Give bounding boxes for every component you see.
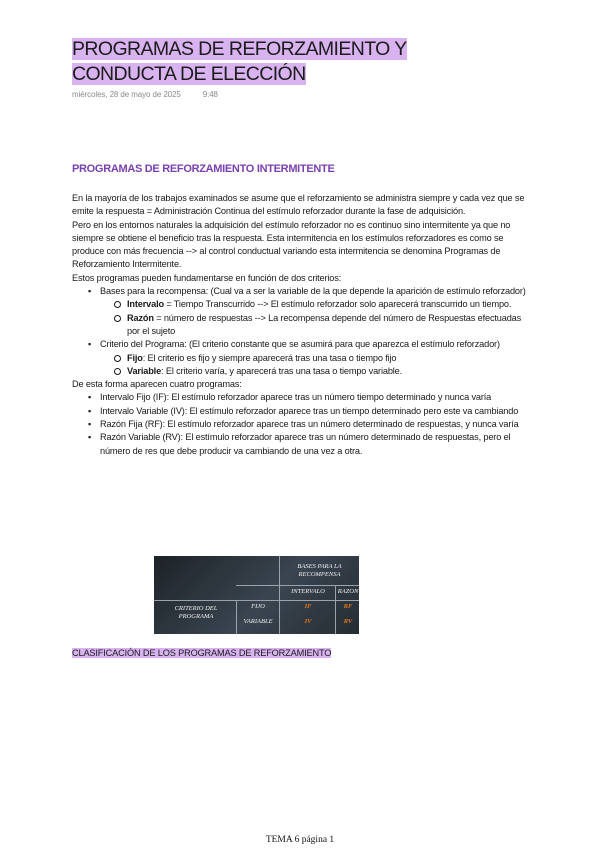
time-text: 9:48 xyxy=(202,90,218,99)
table-row-variable: VARIABLE xyxy=(243,618,273,625)
list-item: ▪ Criterio del Programa: (El criterio constante que se asumirá para que aparezca el estímulo reforzador) xyxy=(72,338,532,351)
list-item: ▪ Razón Variable (RV): El estímulo reforzador aparece tras un número determinado de respuestas, pero el número de res que debe producir va cambiando de una vez a otra. xyxy=(72,431,532,458)
programs-list xyxy=(72,391,532,457)
table-col-intervalo: INTERVALO xyxy=(291,588,325,595)
page-footer: TEMA 6 página 1 xyxy=(265,835,335,845)
date-text: miércoles, 28 de mayo de 2025 xyxy=(72,90,181,99)
table-row-fijo: FIJO xyxy=(251,603,265,610)
section-body xyxy=(72,192,532,458)
table-row-header: CRITERIO DEL PROGRAMA xyxy=(174,605,218,620)
list-item: ▪ Razón Fija (RF): El estímulo reforzador aparece tras un número determinado de respuestas, y nunca varía xyxy=(72,418,532,431)
sub-list-item: Razón = número de respuestas --> La recompensa depende del número de Respuestas efectuadas por el sujeto xyxy=(72,312,532,339)
table-cell-if: IF xyxy=(304,603,312,610)
paragraph: En la mayoría de los trabajos examinados se asume que el reforzamiento se administra siempre y cada vez que se emite la respuesta = Administración Continua del estímulo reforzador durante la fase de adquisición. xyxy=(72,193,525,217)
list-item: ▪ Intervalo Fijo (IF): El estímulo reforzador aparece tras un número tiempo determinado y nunca varía xyxy=(72,391,532,404)
page-title: PROGRAMAS DE REFORZAMIENTO Y CONDUCTA DE ELECCIÓN xyxy=(72,38,407,85)
table-col-razon: RAZON xyxy=(337,588,359,595)
table-cell-iv: IV xyxy=(304,618,312,625)
page-meta xyxy=(72,90,218,99)
paragraph: Pero en los entornos naturales la adquisición del estímulo reforzador no es continuo sino intermitente ya que no siempre se obtiene el beneficio tras la respuesta. Esta intermitencia en los estímulos reforzadores es como se produce con más frecuencia --> al control conductual variando esta intermitencia se denomina Programas de Reforzamiento Intermitente. xyxy=(72,219,511,270)
sub-list-item: Fijo: El criterio es fijo y siempre aparecerá tras una tasa o tiempo fijo xyxy=(72,352,532,365)
sub-list-item: Intervalo = Tiempo Transcurrido --> El estímulo reforzador solo aparecerá transcurrido un tiempo. xyxy=(72,298,532,311)
list-item: ▪ Bases para la recompensa: (Cual va a ser la variable de la que depende la aparición de estímulo reforzador) xyxy=(72,285,532,298)
section-heading-intermitente: PROGRAMAS DE REFORZAMIENTO INTERMITENTE xyxy=(72,163,335,175)
section-heading-clasificacion: CLASIFICACIÓN DE LOS PROGRAMAS DE REFORZAMIENTO xyxy=(72,648,332,658)
programs-table-image xyxy=(154,556,359,634)
paragraph: De esta forma aparecen cuatro programas: xyxy=(72,379,242,390)
sub-list-item: Variable: El criterio varía, y aparecerá tras una tasa o tiempo variable. xyxy=(72,365,532,378)
criteria-list xyxy=(72,285,532,378)
table-header-bases: BASES PARA LA RECOMPENSA xyxy=(297,563,342,578)
table-cell-rf: RF xyxy=(343,603,353,610)
list-item: ▪ Intervalo Variable (IV): El estímulo reforzador aparece tras un tiempo determinado pero este va cambiando xyxy=(72,405,532,418)
paragraph: Estos programas pueden fundamentarse en función de dos criterios: xyxy=(72,272,342,283)
table-cell-rv: RV xyxy=(343,618,353,625)
